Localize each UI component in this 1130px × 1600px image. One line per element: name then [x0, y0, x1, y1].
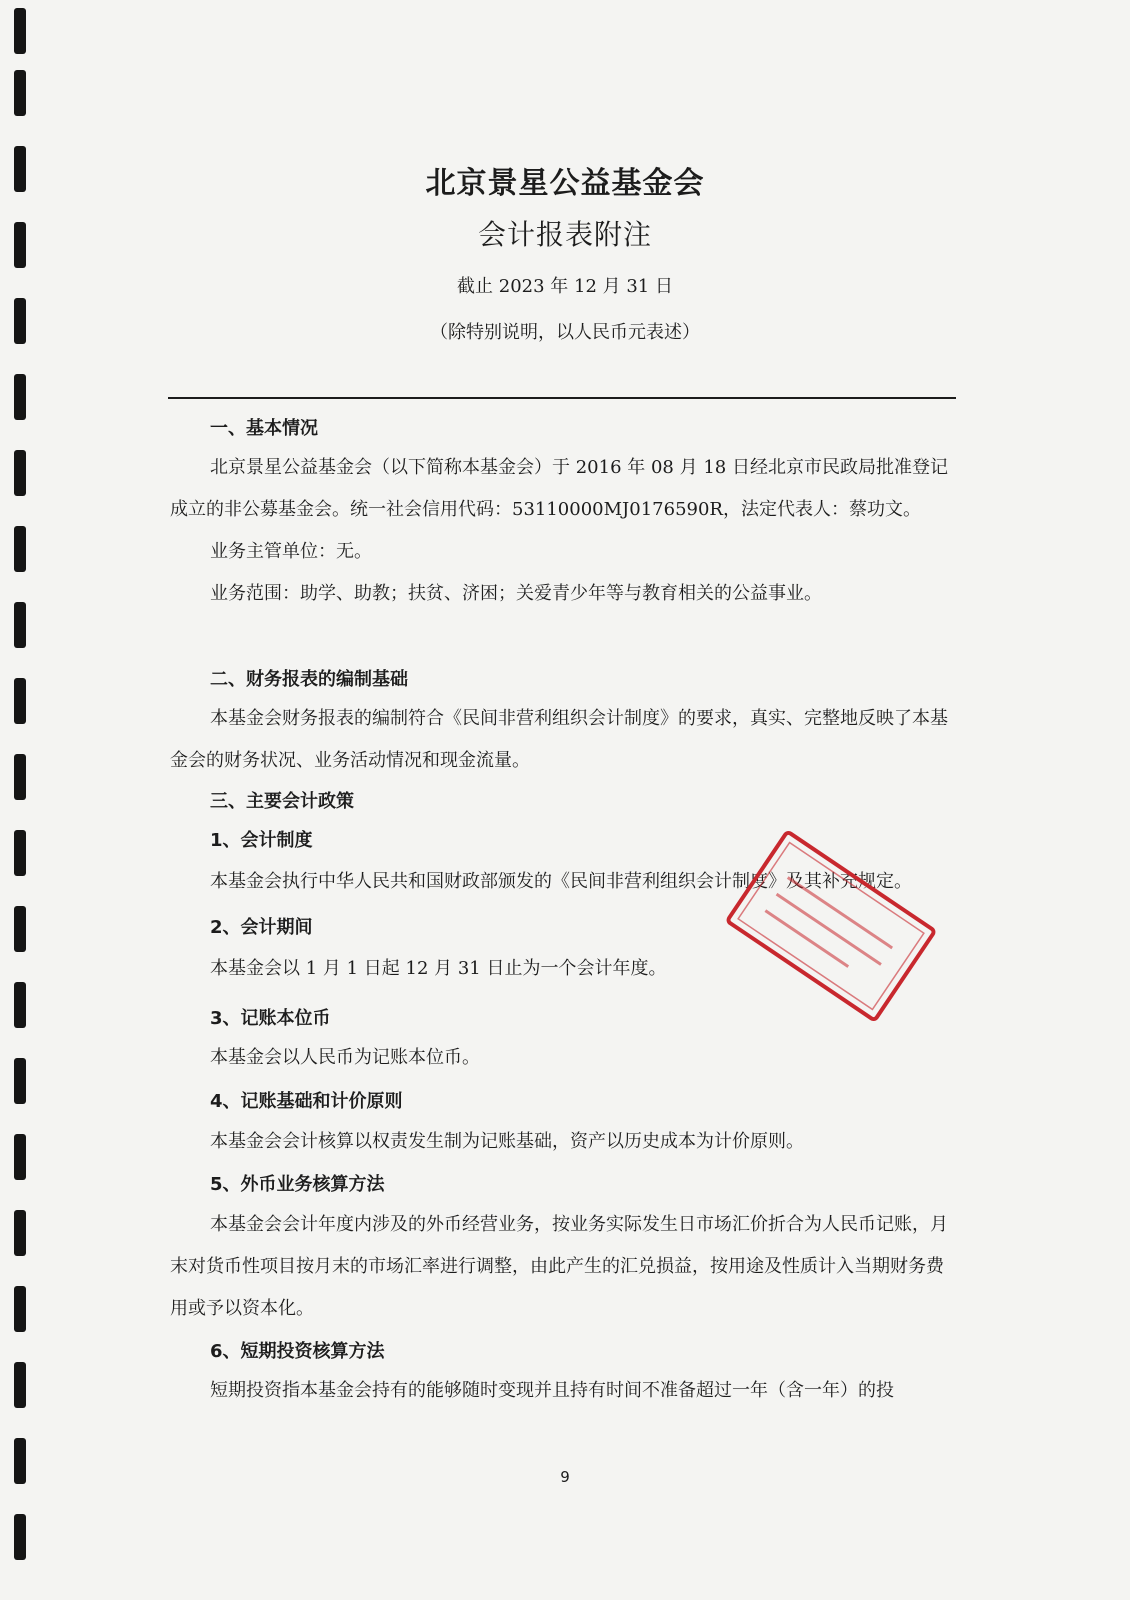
- policy-5-body: [170, 1204, 956, 1330]
- paragraph-basic-info: 北京景星公益基金会（以下简称本基金会）于 2016 年 08 月 18 日经北京市民政局批准登记成立的非公募基金会。统一社会信用代码：53110000MJ0176590R，法定代表人：蔡功文。: [170, 457, 948, 520]
- section-heading-2: 二、财务报表的编制基础: [210, 669, 408, 690]
- subheading-foreign-currency: 5、外币业务核算方法: [210, 1174, 385, 1195]
- seal-frame: [727, 831, 935, 1020]
- page-number: 9: [560, 1468, 570, 1486]
- subheading-currency: 3、记账本位币: [210, 1008, 331, 1029]
- paragraph-business-scope: 业务范围：助学、助教；扶贫、济困；关爱青少年等与教育相关的公益事业。: [210, 583, 822, 604]
- currency-note: （除特别说明，以人民币元表述）: [430, 322, 700, 343]
- paragraph-accounting-period: 本基金会以 1 月 1 日起 12 月 31 日止为一个会计年度。: [210, 958, 667, 979]
- section-2-body: [170, 698, 956, 782]
- official-seal: [721, 826, 940, 1026]
- paragraph-accounting-basis: 本基金会会计核算以权责发生制为记账基础，资产以历史成本为计价原则。: [210, 1131, 804, 1152]
- subheading-accounting-period: 2、会计期间: [210, 917, 313, 938]
- paragraph-foreign-currency: 本基金会会计年度内涉及的外币经营业务，按业务实际发生日市场汇价折合为人民币记账，月末对货币性项目按月末的市场汇率进行调整，由此产生的汇兑损益，按用途及性质计入当期财务费用或予以资本化。: [170, 1214, 948, 1319]
- subheading-accounting-basis: 4、记账基础和计价原则: [210, 1091, 403, 1112]
- section-heading-3: 三、主要会计政策: [210, 791, 354, 812]
- seal-line: [765, 911, 848, 967]
- policy-4-body: [170, 1121, 956, 1163]
- policy-6-body: [170, 1370, 956, 1412]
- subheading-accounting-system: 1、会计制度: [210, 830, 313, 851]
- paragraph-currency: 本基金会以人民币为记账本位币。: [210, 1047, 480, 1068]
- date-line: 截止 2023 年 12 月 31 日: [457, 276, 673, 297]
- header-divider: [168, 397, 956, 399]
- section-heading-1: 一、基本情况: [210, 418, 318, 439]
- section-1-body: [170, 447, 956, 615]
- paragraph-accounting-system: 本基金会执行中华人民共和国财政部颁发的《民间非营利组织会计制度》及其补充规定。: [210, 871, 912, 892]
- paragraph-short-term-investment: 短期投资指本基金会持有的能够随时变现并且持有时间不准备超过一年（含一年）的投: [210, 1380, 894, 1401]
- policy-3-body: [170, 1037, 956, 1079]
- document-title: 北京景星公益基金会: [425, 166, 705, 201]
- paragraph-supervisor: 业务主管单位：无。: [210, 541, 372, 562]
- subheading-short-term-investment: 6、短期投资核算方法: [210, 1341, 385, 1362]
- paragraph-basis: 本基金会财务报表的编制符合《民间非营利组织会计制度》的要求，真实、完整地反映了本基金会的财务状况、业务活动情况和现金流量。: [170, 708, 948, 771]
- document-subtitle: 会计报表附注: [477, 218, 652, 251]
